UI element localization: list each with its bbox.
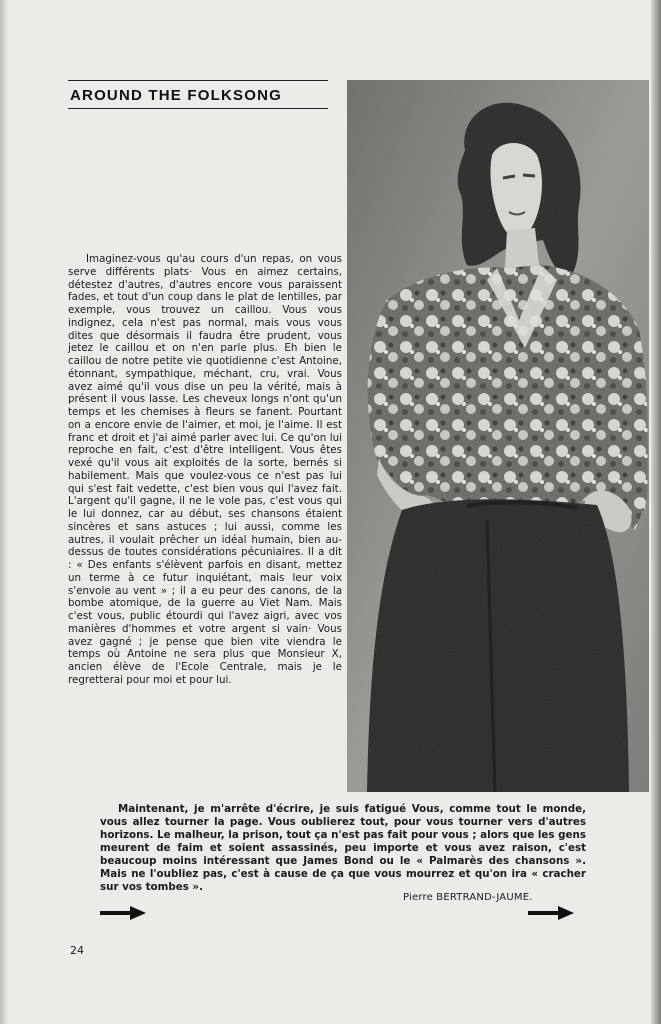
right-arrow-icon — [100, 906, 146, 920]
page-right-edge — [651, 0, 661, 1024]
portrait-photo — [347, 80, 649, 792]
article-body — [68, 253, 342, 687]
portrait-photo-image — [347, 80, 649, 792]
article-title: AROUND THE FOLKSONG — [70, 87, 282, 104]
article-header — [68, 80, 328, 109]
right-arrow-icon — [528, 906, 574, 920]
author-signature: Pierre BERTRAND-JAUME. — [403, 892, 533, 903]
article-body-text: Imaginez-vous qu'au cours d'un repas, on vous serve différents plats· Vous en aimez certains, détestez d'autres, d'autres encore vous paraissent fades, et tout d'un coup dans le plat de lentilles, par exemple, vous trouvez un caillou. Vous vous indignez, cela n'est pas normal, mais vous vous dites que désormais il faudra être prudent, vous jetez le caillou et on n'en parle plus. Eh bien le caillou de notre petite vie quotidienne c'est Antoine, étonnant, sympathique, méchant, cru, vrai. Vous avez aimé qu'il vous dise un peu la vérité, mais à présent il vous lasse. Les cheveux longs n'ont qu'un temps et les chemises à fleurs se fanent. Pourtant on a encore envie de l'aimer, et moi, je l'aime. Il est franc et droit et j'ai aimé parler avec lui. Ce qu'on lui reproche en fait, c'est d'être intelligent. Vous êtes vexé qu'il vous ait exploités de la sorte, bernés si habilement. Mais que voulez-vous ce n'est pas lui qui s'est fait vedette, c'est bien vous qui l'avez fait. L'argent qu'il gagne, il ne le vole pas, c'est vous qui le lui donnez, car au début, ses chansons étaient sincères et sans astuces ; lui aussi, comme les autres, il voulait prêcher un idéal humain, bien au-dessus de toutes considérations pécuniaires. Il a dit : « Des enfants s'élèvent parfois en disant, mettez un terme à ce futur inquiétant, mais leur voix s'envole au vent » ; il a eu peur des canons, de la bombe atomique, de la guerre au Viet Nam. Mais c'est vous, public étourdi qui l'avez aigri, avec vos manières d'hommes et votre argent si vain· Vous avez gagné ; je pense que bien vite viendra le temps où Antoine ne sera plus que Monsieur X, ancien élève de l'Ecole Centrale, mais je le regretterai pour moi et pour lui. — [68, 253, 342, 686]
closing-paragraph — [100, 803, 586, 894]
page-number: 24 — [70, 944, 84, 957]
page-gutter-shadow — [0, 0, 8, 1024]
closing-text: Maintenant, je m'arrête d'écrire, je suis fatigué Vous, comme tout le monde, vous allez tourner la page. Vous oublierez tout, pour vous tourner vers d'autres horizons. Le malheur, la prison, tout ça n'est pas fait pour vous ; alors que les gens meurent de faim et soient assassinés, peu importe et vous avez raison, c'est beaucoup moins intéressant que James Bond ou le « Palmarès des chansons ». Mais ne l'oubliez pas, c'est à cause de ça que vous mourrez et qu'on ira « cracher sur vos tombes ». — [100, 803, 586, 893]
